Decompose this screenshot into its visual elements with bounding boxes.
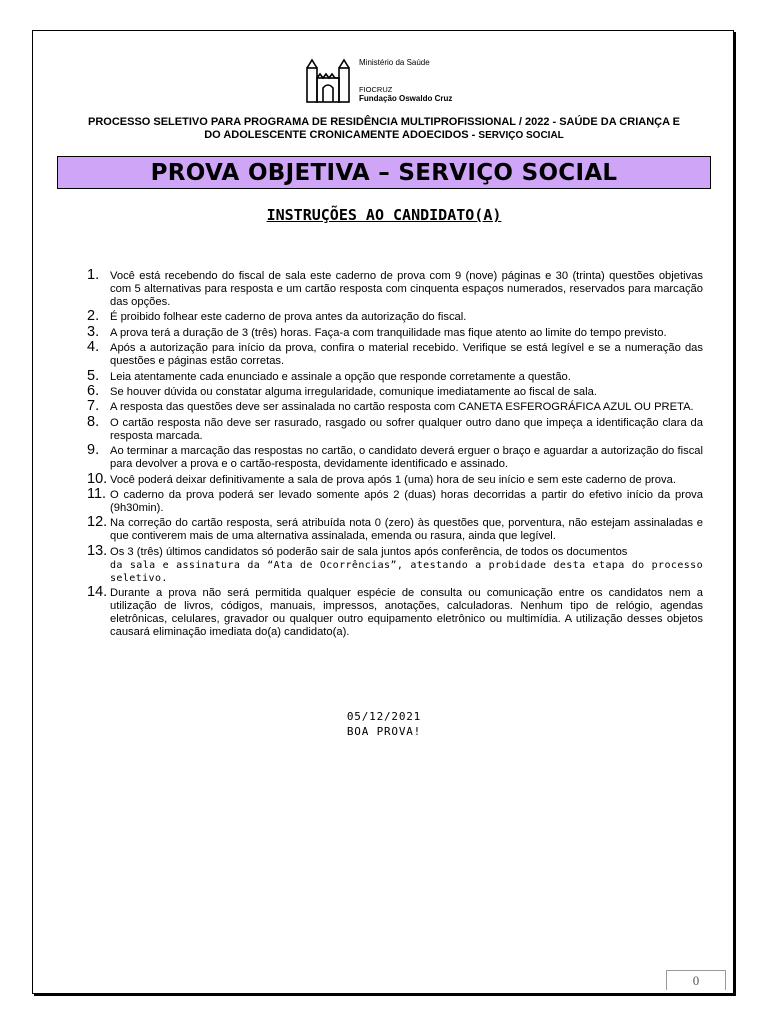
instruction-text: O caderno da prova poderá ser levado somente após 2 (duas) horas decorridas a partir do efetivo início da prova (9h30min). xyxy=(110,488,703,514)
instruction-number: 7. xyxy=(87,398,100,415)
instruction-text: É proibido folhear este caderno de prova antes da autorização do fiscal. xyxy=(110,311,467,324)
fiocruz-castle-icon xyxy=(305,56,351,104)
instruction-item xyxy=(82,485,703,515)
instruction-item xyxy=(82,308,703,325)
instructions-list xyxy=(82,267,703,641)
instruction-number: 12. xyxy=(87,514,108,531)
instruction-number: 1. xyxy=(87,267,100,283)
instruction-item xyxy=(82,323,703,340)
instruction-item xyxy=(82,470,703,487)
institution-full-name: Fundação Oswaldo Cruz xyxy=(359,94,453,103)
instruction-item xyxy=(82,584,703,639)
ministry-name: Ministério da Saúde xyxy=(359,58,430,67)
instruction-text: Após a autorização para início da prova, confira o material recebido. Verifique se está legível e se a numeração das questões e páginas estão corretas. xyxy=(110,342,703,368)
instruction-item xyxy=(82,367,703,384)
instruction-text: Leia atentamente cada enunciado e assinale a opção que responde corretamente a questão. xyxy=(110,370,571,383)
instruction-number: 11. xyxy=(87,485,107,502)
instruction-number: 14. xyxy=(87,584,108,601)
exam-date: 05/12/2021 xyxy=(346,710,422,723)
instruction-number: 3. xyxy=(87,323,100,340)
exam-title-banner xyxy=(57,156,711,189)
instruction-text: Na correção do cartão resposta, será atribuída nota 0 (zero) às questões que, porventura, não estejam assinaladas e que contiverem mais de uma alternativa assinalada, emenda ou rasura, ainda que legível. xyxy=(110,517,703,543)
instruction-text: Você está recebendo do fiscal de sala este caderno de prova com 9 (nove) páginas e 30 (trinta) questões objetivas com 5 alternativas para resposta e um cartão resposta com cinquenta espaços numerados, reservados para marcação das opções. xyxy=(110,270,703,308)
instruction-text: Durante a prova não será permitida qualquer espécie de consulta ou comunicação entre os candidatos nem a utilização de livros, códigos, manuais, impressos, anotações, calculadoras. Nenhum tipo de relógio, agendas eletrônicas, celulares, gravador ou qualquer outro equipamento eletrônico ou multimídia. A utilização desses objetos causará eliminação imediata do(a) candidato(a). xyxy=(110,587,703,639)
instruction-item xyxy=(82,542,703,585)
instruction-text: Você poderá deixar definitivamente a sala de prova após 1 (uma) hora de seu início e sem este caderno de prova. xyxy=(110,473,676,486)
instruction-item xyxy=(82,514,703,543)
instruction-number: 9. xyxy=(87,442,100,459)
instructions-heading: INSTRUÇÕES AO CANDIDATO(A) xyxy=(266,206,502,224)
instruction-text-continuation: da sala e assinatura da “Ata de Ocorrências”, atestando a probidade desta etapa do processo seletivo. xyxy=(110,559,703,584)
process-title-line-2-area: SERVIÇO SOCIAL xyxy=(478,130,564,141)
instruction-number: 4. xyxy=(87,339,100,356)
instruction-number: 6. xyxy=(87,382,100,399)
institution-short-name: FIOCRUZ xyxy=(359,85,393,94)
instruction-text: Ao terminar a marcação das respostas no cartão, o candidato deverá erguer o braço e aguardar a autorização do fiscal para devolver a prova e o cartão-resposta, devidamente identificado e assinado. xyxy=(110,445,703,471)
instruction-text: A resposta das questões deve ser assinalada no cartão resposta com CANETA ESFEROGRÁFICA AZUL OU PRETA. xyxy=(110,401,694,414)
process-title-line-1: PROCESSO SELETIVO PARA PROGRAMA DE RESIDÊNCIA MULTIPROFISSIONAL / 2022 - SAÚDE DA CRIANÇA E xyxy=(87,116,681,128)
instruction-number: 10. xyxy=(87,470,108,487)
instruction-item xyxy=(82,382,703,399)
instruction-number: 13. xyxy=(87,542,108,559)
institution-logo xyxy=(305,52,465,108)
instruction-item xyxy=(82,339,703,368)
instruction-item xyxy=(82,442,703,471)
instruction-number: 5. xyxy=(87,367,100,384)
instruction-number: 2. xyxy=(87,308,100,325)
instruction-number: 8. xyxy=(87,413,100,430)
process-title-line-2 xyxy=(40,129,728,142)
instruction-text: Se houver dúvida ou constatar alguma irregularidade, comunique imediatamente ao fiscal de sala. xyxy=(110,385,597,398)
instruction-text: Os 3 (três) últimos candidatos só poderão sair de sala juntos após conferência, de todos os documentos xyxy=(110,545,628,558)
instruction-text: O cartão resposta não deve ser rasurado, rasgado ou sofrer qualquer outro dano que impeça a identificação clara da resposta marcada. xyxy=(110,416,703,442)
process-title xyxy=(40,116,728,142)
instruction-item xyxy=(82,413,703,443)
process-title-line-2-main: DO ADOLESCENTE CRONICAMENTE ADOECIDOS - xyxy=(204,129,479,141)
closing-message: BOA PROVA! xyxy=(346,725,422,738)
instruction-item xyxy=(82,398,703,415)
page-number: 0 xyxy=(666,970,726,990)
exam-title: PROVA OBJETIVA – SERVIÇO SOCIAL xyxy=(150,159,618,186)
instruction-text: A prova terá a duração de 3 (três) horas. Faça-a com tranquilidade mas fique atento ao limite do tempo previsto. xyxy=(110,326,667,339)
instruction-item xyxy=(82,267,703,309)
